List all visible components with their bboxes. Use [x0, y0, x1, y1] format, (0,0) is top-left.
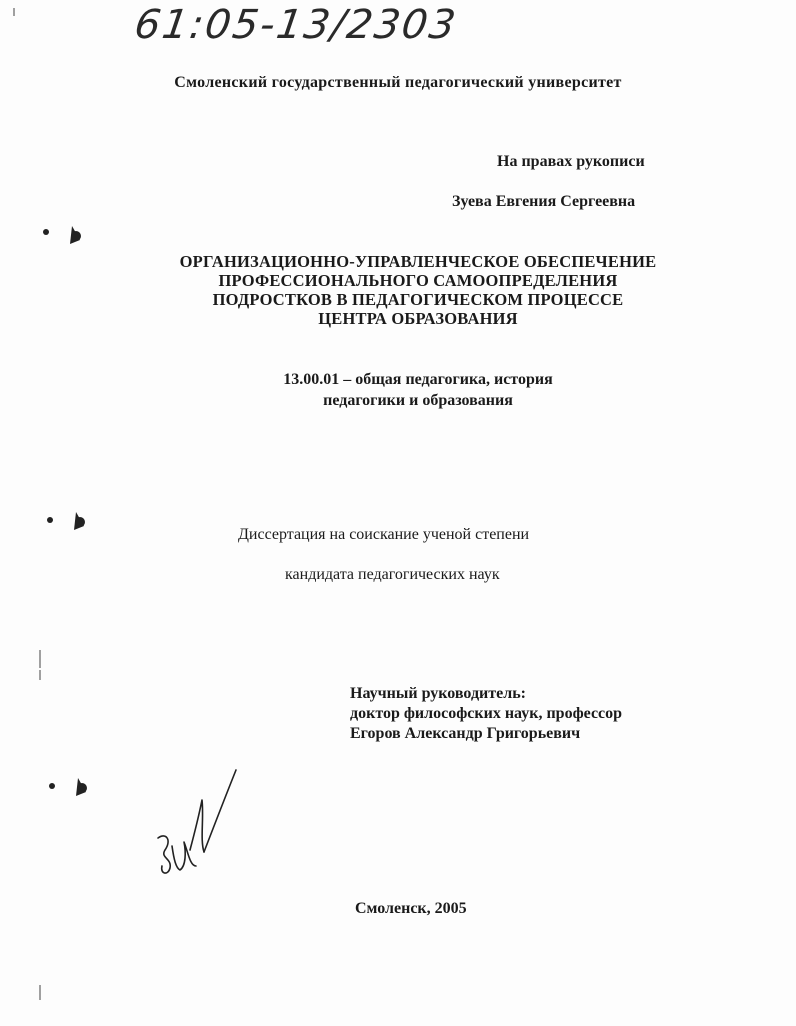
- title-line: ЦЕНТРА ОБРАЗОВАНИЯ: [318, 309, 518, 328]
- title-line: ПОДРОСТКОВ В ПЕДАГОГИЧЕСКОМ ПРОЦЕССЕ: [212, 290, 624, 309]
- binding-hole-marks: [43, 226, 87, 796]
- edge-marks: [14, 8, 40, 1000]
- degree-name: кандидата педагогических наук: [285, 566, 500, 583]
- university-name: Смоленский государственный педагогический университет: [174, 74, 622, 91]
- rights-note: На правах рукописи: [497, 153, 645, 170]
- supervisor-credentials: доктор философских наук, профессор: [350, 705, 623, 722]
- specialty-code: [180, 369, 656, 411]
- author-name: Зуева Евгения Сергеевна: [452, 193, 636, 210]
- title-line: ПРОФЕССИОНАЛЬНОГО САМООПРЕДЕЛЕНИЯ: [218, 271, 618, 290]
- dissertation-title: [120, 252, 716, 328]
- dissertation-note: Диссертация на соискание ученой степени: [238, 526, 530, 543]
- specialty-line: 13.00.01 – общая педагогика, история: [283, 371, 553, 388]
- supervisor-block: [350, 684, 622, 744]
- specialty-line: педагогики и образования: [323, 392, 513, 409]
- handwritten-catalog-code: 61:05-13/2303: [131, 2, 461, 48]
- title-line: ОРГАНИЗАЦИОННО-УПРАВЛЕНЧЕСКОЕ ОБЕСПЕЧЕНИЕ: [179, 252, 657, 271]
- supervisor-label: Научный руководитель:: [350, 685, 526, 702]
- supervisor-name: Егоров Александр Григорьевич: [350, 725, 581, 742]
- city-year: Смоленск, 2005: [355, 900, 467, 917]
- handwritten-signature: [158, 770, 236, 873]
